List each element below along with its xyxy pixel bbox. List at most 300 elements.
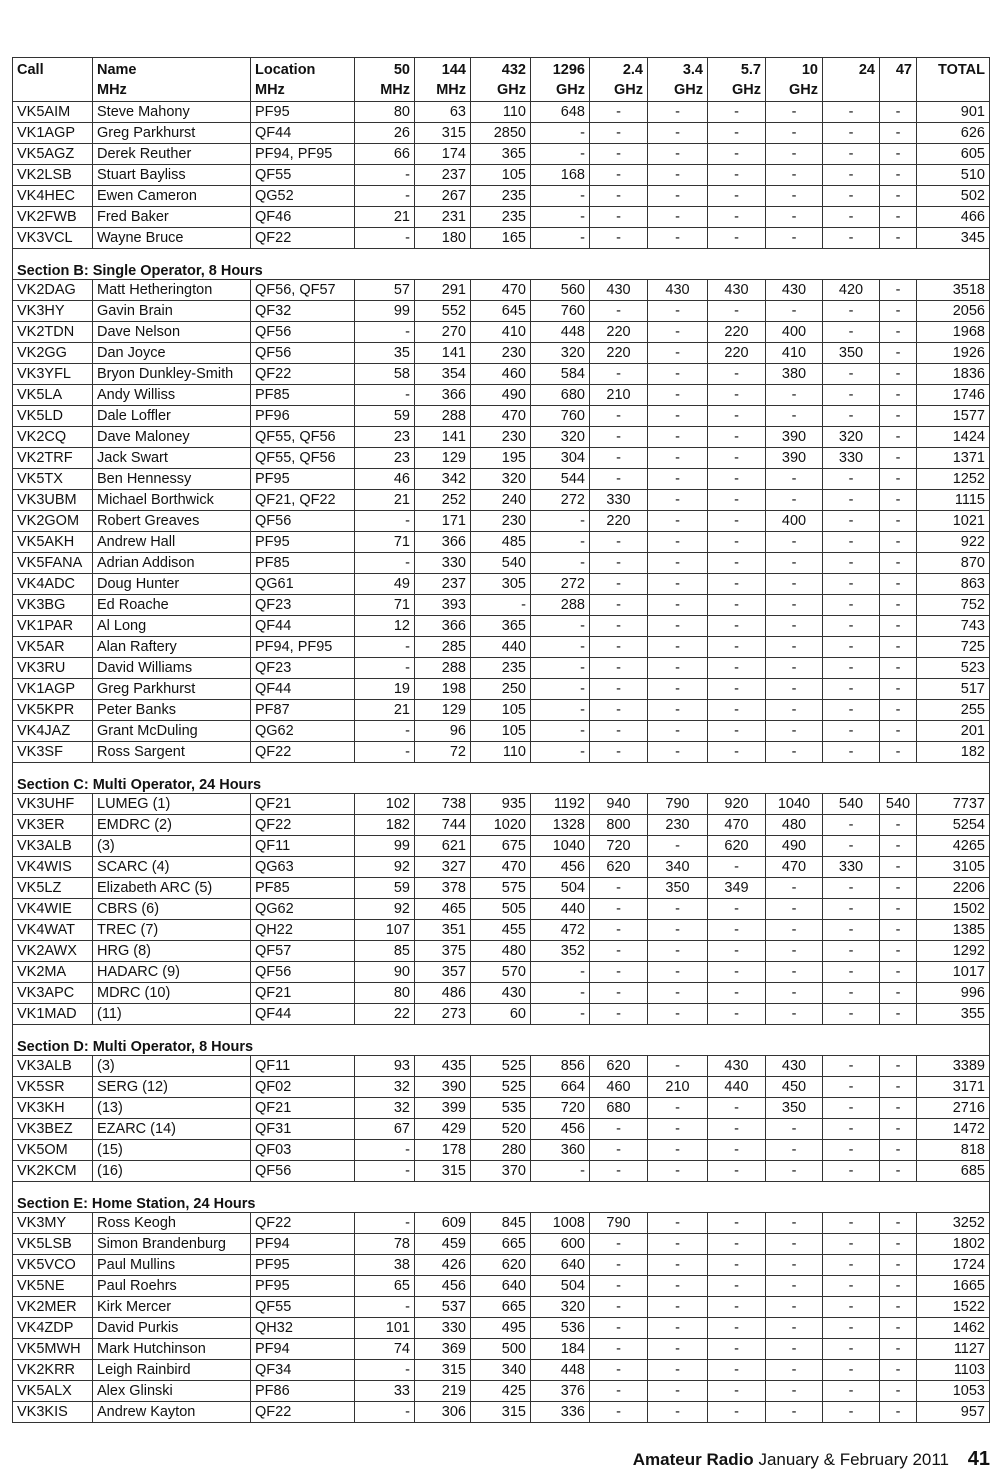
score-cell: 380 xyxy=(766,364,823,385)
score-cell: - xyxy=(648,1360,708,1381)
name-cell: Steve Mahony xyxy=(93,102,251,123)
score-cell: 330 xyxy=(823,448,880,469)
total-cell: 345 xyxy=(917,228,990,249)
score-cell: - xyxy=(531,742,590,763)
score-cell: - xyxy=(880,322,917,343)
score-cell: - xyxy=(823,1402,880,1423)
score-cell: - xyxy=(880,941,917,962)
column-header-unit: MHz xyxy=(255,81,285,98)
score-cell: 575 xyxy=(471,878,531,899)
section-heading-row xyxy=(13,1182,990,1213)
score-cell: - xyxy=(823,983,880,1004)
column-header-label: 3.4 xyxy=(682,62,703,78)
score-cell: - xyxy=(590,165,648,186)
score-cell: 315 xyxy=(415,1161,471,1182)
score-cell: 505 xyxy=(471,899,531,920)
score-cell: 210 xyxy=(648,1077,708,1098)
total-cell: 1802 xyxy=(917,1234,990,1255)
score-cell: - xyxy=(880,1213,917,1234)
table-row xyxy=(13,364,990,385)
score-cell: 485 xyxy=(471,532,531,553)
score-cell: 525 xyxy=(471,1056,531,1077)
total-cell: 5254 xyxy=(917,815,990,836)
score-cell: - xyxy=(590,878,648,899)
score-cell: 12 xyxy=(355,616,415,637)
table-row xyxy=(13,1140,990,1161)
score-cell: - xyxy=(355,511,415,532)
score-cell: 80 xyxy=(355,983,415,1004)
call-sign-cell: VK2TDN xyxy=(13,322,93,343)
score-cell: - xyxy=(766,658,823,679)
score-cell: 351 xyxy=(415,920,471,941)
score-cell: - xyxy=(355,1402,415,1423)
score-cell: - xyxy=(355,721,415,742)
name-cell: (3) xyxy=(93,836,251,857)
score-cell: - xyxy=(823,1213,880,1234)
score-cell: 171 xyxy=(415,511,471,532)
score-cell: - xyxy=(531,658,590,679)
score-cell: - xyxy=(766,1297,823,1318)
table-row xyxy=(13,941,990,962)
name-cell: Al Long xyxy=(93,616,251,637)
table-row xyxy=(13,427,990,448)
name-cell: Derek Reuther xyxy=(93,144,251,165)
score-cell: 105 xyxy=(471,165,531,186)
score-cell: 1020 xyxy=(471,815,531,836)
score-cell: 59 xyxy=(355,406,415,427)
score-cell: 90 xyxy=(355,962,415,983)
score-cell: 237 xyxy=(415,165,471,186)
score-cell: 235 xyxy=(471,186,531,207)
location-cell: QF02 xyxy=(251,1077,355,1098)
score-cell: 537 xyxy=(415,1297,471,1318)
call-sign-cell: VK4WIS xyxy=(13,857,93,878)
score-cell: 272 xyxy=(531,490,590,511)
score-cell: 648 xyxy=(531,102,590,123)
score-cell: - xyxy=(590,427,648,448)
location-cell: QF55, QF56 xyxy=(251,448,355,469)
score-cell: - xyxy=(880,207,917,228)
score-cell: 320 xyxy=(471,469,531,490)
score-cell: - xyxy=(708,1119,766,1140)
name-cell: Andrew Kayton xyxy=(93,1402,251,1423)
location-cell: QF11 xyxy=(251,1056,355,1077)
score-cell: 60 xyxy=(471,1004,531,1025)
score-cell: 71 xyxy=(355,532,415,553)
score-cell: - xyxy=(823,1234,880,1255)
score-cell: - xyxy=(880,962,917,983)
score-cell: - xyxy=(880,574,917,595)
score-cell: - xyxy=(355,165,415,186)
score-cell: 430 xyxy=(590,280,648,301)
score-cell: - xyxy=(708,301,766,322)
score-cell: - xyxy=(590,364,648,385)
score-cell: - xyxy=(648,123,708,144)
score-cell: - xyxy=(590,595,648,616)
score-cell: 280 xyxy=(471,1140,531,1161)
results-table xyxy=(12,57,990,1423)
call-sign-cell: VK3HY xyxy=(13,301,93,322)
score-cell: - xyxy=(708,1276,766,1297)
score-cell: - xyxy=(531,983,590,1004)
table-row xyxy=(13,385,990,406)
score-cell: 609 xyxy=(415,1213,471,1234)
name-cell: David Williams xyxy=(93,658,251,679)
score-cell: - xyxy=(648,207,708,228)
table-row xyxy=(13,1056,990,1077)
score-cell: - xyxy=(823,1161,880,1182)
call-sign-cell: VK1AGP xyxy=(13,679,93,700)
score-cell: 23 xyxy=(355,448,415,469)
score-cell: - xyxy=(823,1276,880,1297)
call-sign-cell: VK3ALB xyxy=(13,1056,93,1077)
score-cell: 430 xyxy=(708,1056,766,1077)
name-cell: Ben Hennessy xyxy=(93,469,251,490)
score-cell: - xyxy=(766,878,823,899)
table-row xyxy=(13,228,990,249)
score-cell: 235 xyxy=(471,207,531,228)
score-cell: 74 xyxy=(355,1339,415,1360)
score-cell: - xyxy=(590,1339,648,1360)
score-cell: 65 xyxy=(355,1276,415,1297)
score-cell: 470 xyxy=(471,406,531,427)
score-cell: - xyxy=(766,469,823,490)
score-cell: 174 xyxy=(415,144,471,165)
score-cell: 320 xyxy=(531,343,590,364)
call-sign-cell: VK3KH xyxy=(13,1098,93,1119)
score-cell: 1192 xyxy=(531,794,590,815)
score-cell: 465 xyxy=(415,899,471,920)
score-cell: 78 xyxy=(355,1234,415,1255)
score-cell: 680 xyxy=(590,1098,648,1119)
score-cell: 620 xyxy=(471,1255,531,1276)
score-cell: 141 xyxy=(415,343,471,364)
score-cell: 720 xyxy=(590,836,648,857)
location-cell: PF94 xyxy=(251,1234,355,1255)
location-cell: PF96 xyxy=(251,406,355,427)
score-cell: - xyxy=(823,742,880,763)
score-cell: 320 xyxy=(823,427,880,448)
score-cell: - xyxy=(590,1004,648,1025)
call-sign-cell: VK5AGZ xyxy=(13,144,93,165)
score-cell: 376 xyxy=(531,1381,590,1402)
name-cell: Elizabeth ARC (5) xyxy=(93,878,251,899)
total-cell: 725 xyxy=(917,637,990,658)
score-cell: - xyxy=(880,532,917,553)
score-cell: 410 xyxy=(766,343,823,364)
score-cell: - xyxy=(766,920,823,941)
score-cell: - xyxy=(590,553,648,574)
location-cell: QF21 xyxy=(251,794,355,815)
score-cell: 168 xyxy=(531,165,590,186)
score-cell: 370 xyxy=(471,1161,531,1182)
score-cell: 920 xyxy=(708,794,766,815)
score-cell: - xyxy=(880,637,917,658)
location-cell: PF85 xyxy=(251,878,355,899)
score-cell: - xyxy=(880,228,917,249)
score-cell: - xyxy=(648,406,708,427)
score-cell: 486 xyxy=(415,983,471,1004)
total-cell: 605 xyxy=(917,144,990,165)
score-cell: - xyxy=(531,637,590,658)
score-cell: - xyxy=(531,228,590,249)
score-cell: - xyxy=(590,186,648,207)
location-cell: PF94 xyxy=(251,1339,355,1360)
score-cell: - xyxy=(766,406,823,427)
score-cell: - xyxy=(648,1318,708,1339)
call-sign-cell: VK2GG xyxy=(13,343,93,364)
score-cell: - xyxy=(590,102,648,123)
score-cell: - xyxy=(708,857,766,878)
name-cell: Greg Parkhurst xyxy=(93,679,251,700)
table-row xyxy=(13,637,990,658)
score-cell: 288 xyxy=(531,595,590,616)
table-row xyxy=(13,983,990,1004)
score-cell: - xyxy=(708,532,766,553)
score-cell: - xyxy=(823,1098,880,1119)
score-cell: - xyxy=(880,616,917,637)
page-footer xyxy=(633,1448,990,1471)
score-cell: - xyxy=(648,1234,708,1255)
score-cell: - xyxy=(823,1339,880,1360)
score-cell: 845 xyxy=(471,1213,531,1234)
score-cell: - xyxy=(648,1056,708,1077)
table-row xyxy=(13,532,990,553)
score-cell: 129 xyxy=(415,448,471,469)
score-cell: - xyxy=(880,1360,917,1381)
score-cell: 349 xyxy=(708,878,766,899)
location-cell: QF55 xyxy=(251,165,355,186)
score-cell: - xyxy=(648,553,708,574)
name-cell: Dave Maloney xyxy=(93,427,251,448)
total-cell: 1724 xyxy=(917,1255,990,1276)
call-sign-cell: VK3MY xyxy=(13,1213,93,1234)
score-cell: 450 xyxy=(766,1077,823,1098)
score-cell: 570 xyxy=(471,962,531,983)
score-cell: - xyxy=(823,595,880,616)
location-cell: QG63 xyxy=(251,857,355,878)
score-cell: - xyxy=(531,186,590,207)
score-cell: 231 xyxy=(415,207,471,228)
score-cell: 645 xyxy=(471,301,531,322)
score-cell: - xyxy=(648,700,708,721)
score-cell: - xyxy=(880,721,917,742)
score-cell: 267 xyxy=(415,186,471,207)
column-header xyxy=(355,58,415,102)
column-header xyxy=(251,58,355,102)
location-cell: QH32 xyxy=(251,1318,355,1339)
score-cell: - xyxy=(766,1381,823,1402)
name-cell: Paul Roehrs xyxy=(93,1276,251,1297)
total-cell: 1522 xyxy=(917,1297,990,1318)
call-sign-cell: VK5LA xyxy=(13,385,93,406)
table-row xyxy=(13,322,990,343)
score-cell: 490 xyxy=(766,836,823,857)
score-cell: 23 xyxy=(355,427,415,448)
location-cell: QG61 xyxy=(251,574,355,595)
name-cell: Ewen Cameron xyxy=(93,186,251,207)
score-cell: - xyxy=(355,322,415,343)
score-cell: - xyxy=(708,595,766,616)
score-cell: - xyxy=(880,280,917,301)
score-cell: 178 xyxy=(415,1140,471,1161)
score-cell: - xyxy=(823,658,880,679)
score-cell: - xyxy=(590,228,648,249)
score-cell: 429 xyxy=(415,1119,471,1140)
total-cell: 3105 xyxy=(917,857,990,878)
score-cell: - xyxy=(708,574,766,595)
score-cell: - xyxy=(880,595,917,616)
score-cell: - xyxy=(708,228,766,249)
total-cell: 1127 xyxy=(917,1339,990,1360)
score-cell: - xyxy=(648,427,708,448)
location-cell: QH22 xyxy=(251,920,355,941)
score-cell: - xyxy=(880,1140,917,1161)
score-cell: - xyxy=(880,186,917,207)
name-cell: Jack Swart xyxy=(93,448,251,469)
score-cell: 360 xyxy=(531,1140,590,1161)
score-cell: - xyxy=(531,962,590,983)
name-cell: EZARC (14) xyxy=(93,1119,251,1140)
score-cell: 336 xyxy=(531,1402,590,1423)
column-header-unit: MHz xyxy=(97,81,127,98)
table-row xyxy=(13,857,990,878)
table-row xyxy=(13,1297,990,1318)
score-cell: - xyxy=(531,1004,590,1025)
column-header-label: 50 xyxy=(393,62,410,78)
name-cell: Gavin Brain xyxy=(93,301,251,322)
score-cell: - xyxy=(823,165,880,186)
score-cell: 315 xyxy=(415,1360,471,1381)
score-cell: 57 xyxy=(355,280,415,301)
score-cell: - xyxy=(648,490,708,511)
score-cell: 390 xyxy=(766,448,823,469)
score-cell: - xyxy=(766,574,823,595)
score-cell: - xyxy=(648,343,708,364)
call-sign-cell: VK4JAZ xyxy=(13,721,93,742)
score-cell: - xyxy=(590,1161,648,1182)
score-cell: - xyxy=(590,448,648,469)
location-cell: QF56, QF57 xyxy=(251,280,355,301)
score-cell: 38 xyxy=(355,1255,415,1276)
score-cell: - xyxy=(590,1119,648,1140)
column-header-unit: GHz xyxy=(732,81,761,98)
table-row xyxy=(13,207,990,228)
magazine-title: Amateur Radio xyxy=(632,1450,754,1469)
call-sign-cell: VK1PAR xyxy=(13,616,93,637)
call-sign-cell: VK3UBM xyxy=(13,490,93,511)
table-row xyxy=(13,1255,990,1276)
score-cell: 720 xyxy=(531,1098,590,1119)
score-cell: 940 xyxy=(590,794,648,815)
location-cell: QF44 xyxy=(251,616,355,637)
score-cell: - xyxy=(648,144,708,165)
score-cell: - xyxy=(766,228,823,249)
name-cell: Alan Raftery xyxy=(93,637,251,658)
call-sign-cell: VK3SF xyxy=(13,742,93,763)
name-cell: Grant McDuling xyxy=(93,721,251,742)
score-cell: - xyxy=(648,228,708,249)
score-cell: - xyxy=(648,1161,708,1182)
score-cell: - xyxy=(708,962,766,983)
score-cell: 760 xyxy=(531,406,590,427)
table-row xyxy=(13,1119,990,1140)
location-cell: QF44 xyxy=(251,679,355,700)
score-cell: - xyxy=(880,1098,917,1119)
score-cell: 552 xyxy=(415,301,471,322)
score-cell: 195 xyxy=(471,448,531,469)
score-cell: 790 xyxy=(648,794,708,815)
location-cell: QF57 xyxy=(251,941,355,962)
score-cell: 72 xyxy=(415,742,471,763)
score-cell: - xyxy=(880,469,917,490)
score-cell: - xyxy=(708,658,766,679)
call-sign-cell: VK1MAD xyxy=(13,1004,93,1025)
score-cell: 448 xyxy=(531,322,590,343)
score-cell: 584 xyxy=(531,364,590,385)
score-cell: - xyxy=(355,637,415,658)
score-cell: 675 xyxy=(471,836,531,857)
score-cell: 460 xyxy=(590,1077,648,1098)
score-cell: - xyxy=(880,815,917,836)
score-cell: 105 xyxy=(471,721,531,742)
location-cell: PF95 xyxy=(251,532,355,553)
score-cell: - xyxy=(531,511,590,532)
table-row xyxy=(13,448,990,469)
score-cell: - xyxy=(590,1140,648,1161)
score-cell: - xyxy=(590,469,648,490)
name-cell: HADARC (9) xyxy=(93,962,251,983)
score-cell: - xyxy=(590,1381,648,1402)
column-header xyxy=(708,58,766,102)
score-cell: 744 xyxy=(415,815,471,836)
total-cell: 901 xyxy=(917,102,990,123)
score-cell: - xyxy=(766,1402,823,1423)
table-row xyxy=(13,1077,990,1098)
score-cell: - xyxy=(823,1140,880,1161)
name-cell: HRG (8) xyxy=(93,941,251,962)
score-cell: - xyxy=(708,553,766,574)
location-cell: QF56 xyxy=(251,962,355,983)
name-cell: Greg Parkhurst xyxy=(93,123,251,144)
score-cell: 544 xyxy=(531,469,590,490)
table-row xyxy=(13,301,990,322)
call-sign-cell: VK5MWH xyxy=(13,1339,93,1360)
score-cell: - xyxy=(648,1004,708,1025)
score-cell: 35 xyxy=(355,343,415,364)
results-table-body xyxy=(13,58,990,1423)
table-row xyxy=(13,123,990,144)
table-row xyxy=(13,1339,990,1360)
score-cell: - xyxy=(708,920,766,941)
location-cell: QF44 xyxy=(251,1004,355,1025)
location-cell: QF22 xyxy=(251,815,355,836)
score-cell: 315 xyxy=(415,123,471,144)
score-cell: 304 xyxy=(531,448,590,469)
score-cell: - xyxy=(648,616,708,637)
location-cell: PF95 xyxy=(251,469,355,490)
score-cell: - xyxy=(708,983,766,1004)
name-cell: Dave Nelson xyxy=(93,322,251,343)
score-cell: - xyxy=(766,385,823,406)
total-cell: 182 xyxy=(917,742,990,763)
score-cell: - xyxy=(880,920,917,941)
location-cell: QF23 xyxy=(251,658,355,679)
table-row xyxy=(13,815,990,836)
column-header-unit: GHz xyxy=(674,81,703,98)
score-cell: 435 xyxy=(415,1056,471,1077)
score-cell: 393 xyxy=(415,595,471,616)
